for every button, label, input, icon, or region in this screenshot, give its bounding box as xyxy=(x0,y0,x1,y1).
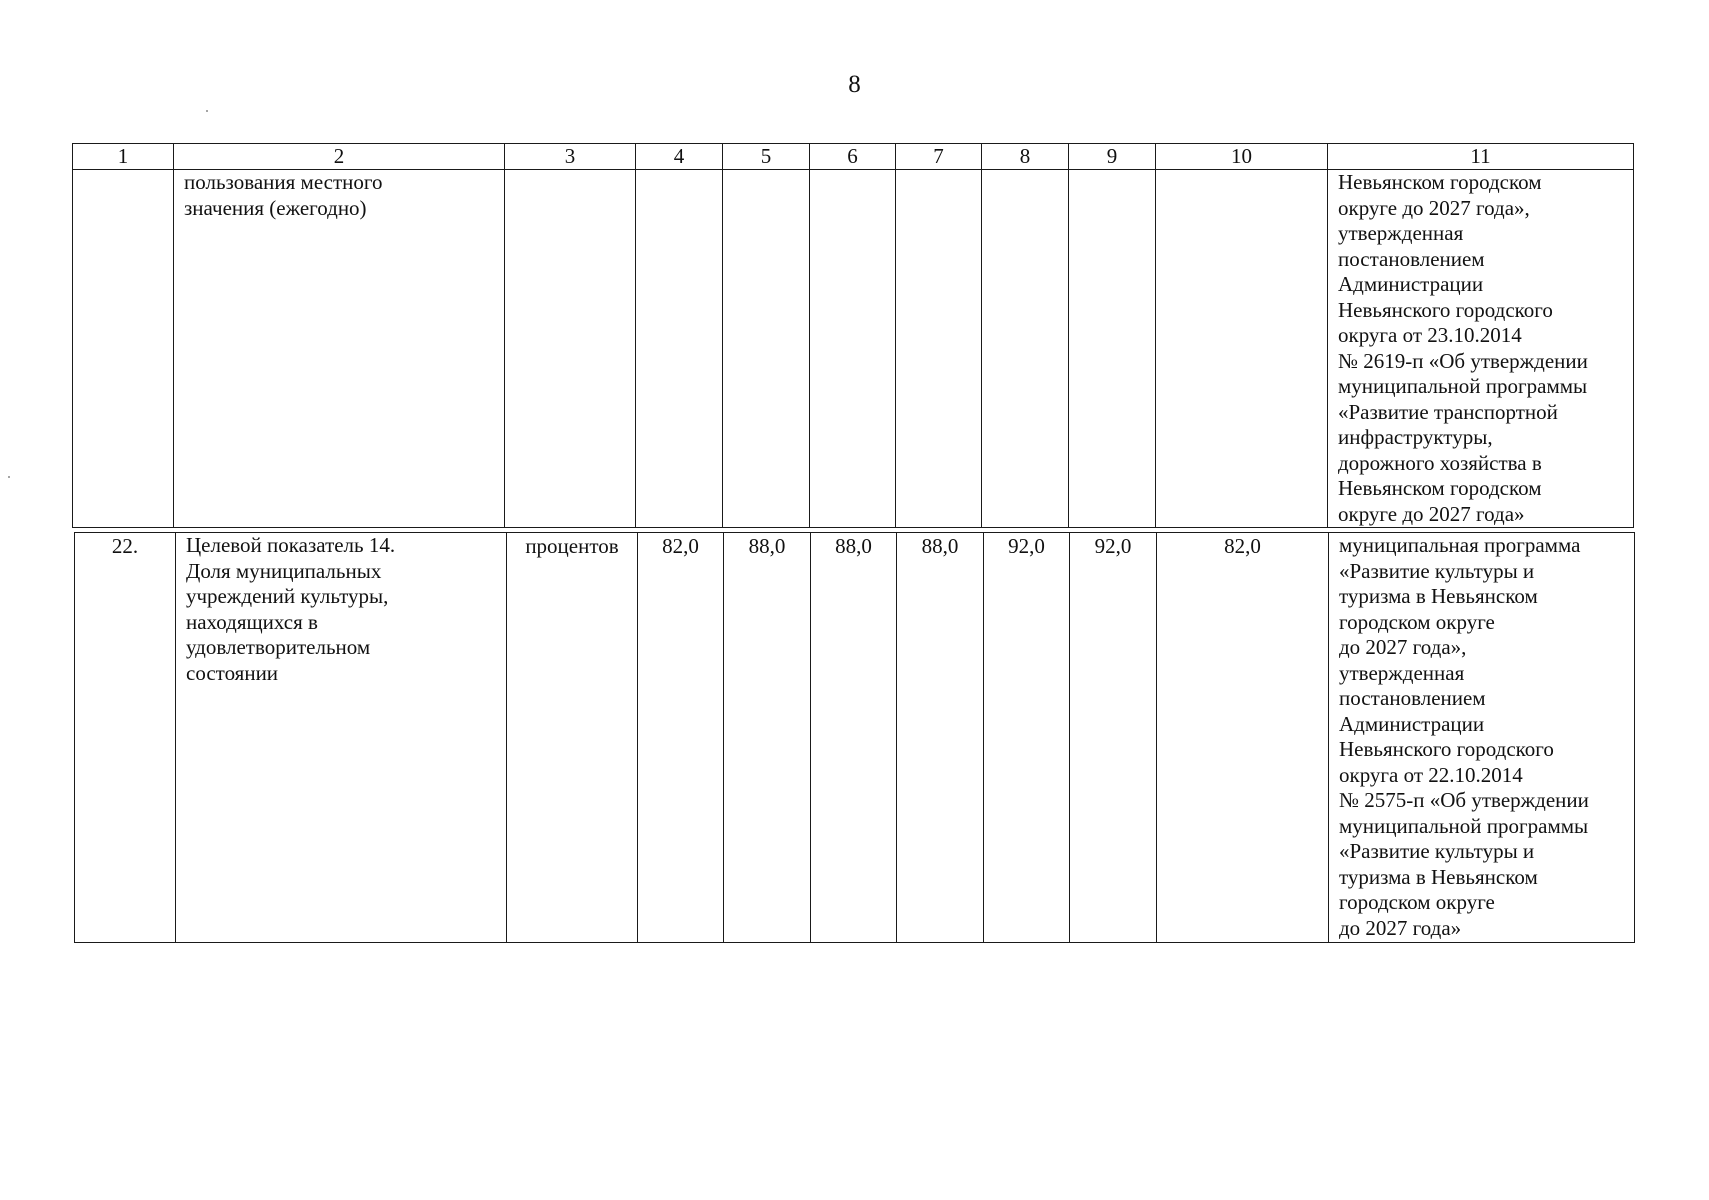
value-cell: 92,0 xyxy=(1070,533,1157,943)
column-number-header-row xyxy=(73,144,1634,170)
page-number: 8 xyxy=(848,71,861,98)
row-number-cell: 22. xyxy=(75,533,176,943)
indicators-table-row-22 xyxy=(74,532,1635,943)
value-cell xyxy=(982,170,1069,528)
indicator-name-cell: пользования местного значения (ежегодно) xyxy=(174,170,505,528)
value-cell xyxy=(810,170,896,528)
value-cell: 88,0 xyxy=(897,533,984,943)
column-header: 7 xyxy=(896,144,982,170)
source-document-cell: Невьянском городском округе до 2027 года», утвержденная постановлением Администрации Невьянского городского округа от 23.10.2014 № 2619-п «Об утверждении муниципальной программы «Развитие транспортной инфраструктуры, дорожного хозяйства в Невьянском городском округе до 2027 года» xyxy=(1328,170,1634,528)
column-header: 8 xyxy=(982,144,1069,170)
value-cell: 92,0 xyxy=(984,533,1070,943)
unit-cell: процентов xyxy=(507,533,638,943)
column-header: 5 xyxy=(723,144,810,170)
column-header: 2 xyxy=(174,144,505,170)
unit-cell xyxy=(505,170,636,528)
value-cell xyxy=(636,170,723,528)
value-cell: 82,0 xyxy=(638,533,724,943)
column-header: 9 xyxy=(1069,144,1156,170)
value-cell xyxy=(896,170,982,528)
column-header: 4 xyxy=(636,144,723,170)
source-document-cell: муниципальная программа «Развитие культуры и туризма в Невьянском городском округе до 2027 года», утвержденная постановлением Администрации Невьянского городского округа от 22.10.2014 № 2575-п «Об утверждении муниципальной программы «Развитие культуры и туризма в Невьянском городском округе до 2027 года» xyxy=(1329,533,1635,943)
column-header: 6 xyxy=(810,144,896,170)
column-header: 3 xyxy=(505,144,636,170)
table-row-continuation xyxy=(73,170,1634,528)
value-cell xyxy=(1069,170,1156,528)
indicators-table-continued xyxy=(72,143,1634,528)
value-cell: 88,0 xyxy=(724,533,811,943)
scan-speck xyxy=(8,476,10,478)
value-cell: 88,0 xyxy=(811,533,897,943)
value-cell xyxy=(723,170,810,528)
scan-speck xyxy=(206,110,208,112)
value-cell xyxy=(1156,170,1328,528)
indicator-name-cell: Целевой показатель 14. Доля муниципальных учреждений культуры, находящихся в удовлетворительном состоянии xyxy=(176,533,507,943)
column-header: 10 xyxy=(1156,144,1328,170)
value-cell: 82,0 xyxy=(1157,533,1329,943)
row-number-cell xyxy=(73,170,174,528)
column-header: 11 xyxy=(1328,144,1634,170)
column-header: 1 xyxy=(73,144,174,170)
table-row-22 xyxy=(75,533,1635,943)
